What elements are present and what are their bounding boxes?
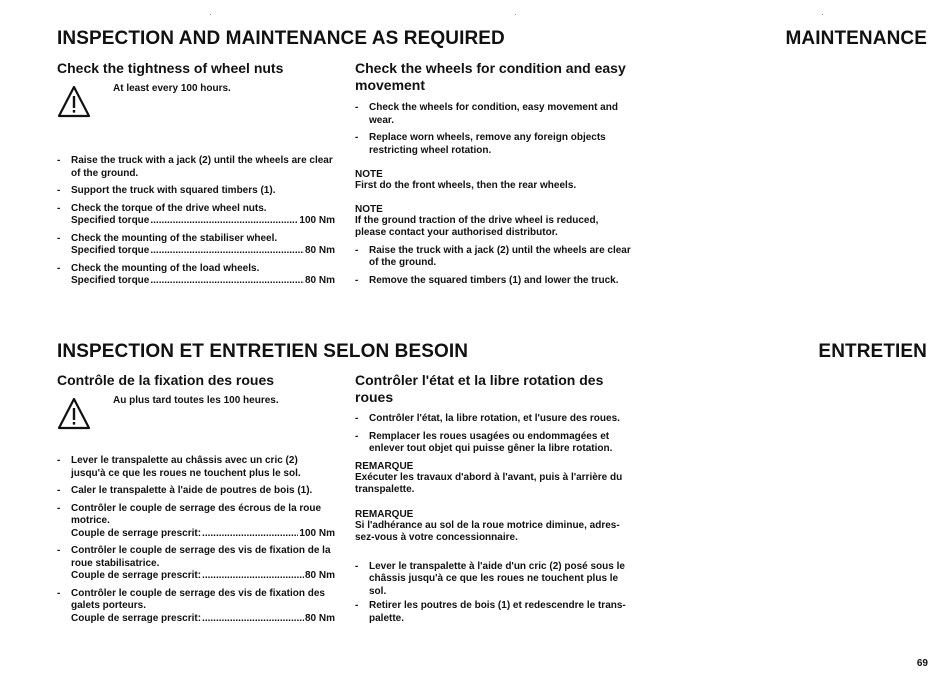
list-item: - Check the mounting of the stabiliser wheel. Specified torque ..... 80 Nm xyxy=(57,233,335,258)
torque-line: Specified torque ..... 80 Nm xyxy=(71,245,335,258)
list-item: - Check the torque of the drive wheel nuts. Specified torque ..... 100 Nm xyxy=(57,203,335,228)
heading-wheel-state-fr: Contrôler l'état et la libre rotation des roues xyxy=(355,372,604,405)
steps-list-fr xyxy=(57,455,335,625)
torque-line: Specified torque ..... 80 Nm xyxy=(71,275,335,288)
note-text: First do the front wheels, then the rear wheels. xyxy=(355,180,577,191)
list-item: - Remove the squared timbers (1) and lower the truck. xyxy=(355,274,619,286)
list-item: - Replace worn wheels, remove any foreign objects restricting wheel rotation. xyxy=(355,132,606,156)
list-item: - Retirer les poutres de bois (1) et redescendre le trans-palette. xyxy=(355,600,626,624)
note-heading: REMARQUE xyxy=(355,460,414,472)
torque-line: Couple de serrage prescrit: ..... 80 Nm xyxy=(71,613,335,626)
torque-line: Specified torque ..... 100 Nm xyxy=(71,215,335,228)
section-tab-fr: ENTRETIEN xyxy=(818,341,927,362)
note-text: If the ground traction of the drive wheel is reduced, please contact your authorised distributor. xyxy=(355,214,599,238)
list-item: - Lever le transpalette au châssis avec un cric (2) jusqu'à ce que les roues ne touchent plus le sol. xyxy=(57,455,301,479)
torque-line: Couple de serrage prescrit: ..... 80 Nm xyxy=(71,570,335,583)
list-item: - Check the mounting of the load wheels. Specified torque ..... 80 Nm xyxy=(57,263,335,288)
list-item: - Lever le transpalette à l'aide d'un cric (2) posé sous le châssis jusqu'à ce que les roues ne touchent plus le sol. xyxy=(355,560,625,597)
note-heading: REMARQUE xyxy=(355,508,414,520)
section-title-en: INSPECTION AND MAINTENANCE AS REQUIRED xyxy=(57,28,505,49)
section-tab-en: MAINTENANCE xyxy=(785,28,927,49)
heading-wheel-fixing-fr: Contrôle de la fixation des roues xyxy=(57,372,275,388)
column-right-en xyxy=(355,60,631,292)
warning-text: At least every 100 hours. xyxy=(113,83,231,94)
warning-triangle-icon xyxy=(57,397,91,431)
torque-line: Couple de serrage prescrit: ..... 100 Nm xyxy=(71,528,335,541)
page-number: 69 xyxy=(916,658,928,669)
list-item: - Contrôler le couple de serrage des vis de fixation de la roue stabilisatrice. Couple de serrage prescrit: ..... 80 Nm xyxy=(57,545,335,583)
final-steps-list-en xyxy=(355,245,631,288)
warning-block xyxy=(57,85,335,133)
list-item: - Support the truck with squared timbers (1). xyxy=(57,185,276,196)
list-item: - Raise the truck with a jack (2) until the wheels are clear of the ground. xyxy=(57,155,333,179)
column-left-en xyxy=(57,60,335,293)
condition-list-en xyxy=(355,102,631,157)
note-text: Si l'adhérance au sol de la roue motrice diminue, adres-sez-vous à votre concessionnaire. xyxy=(355,519,620,543)
heading-wheel-nuts-en: Check the tightness of wheel nuts xyxy=(57,60,284,76)
condition-list-fr xyxy=(355,413,631,456)
list-item: - Check the wheels for condition, easy movement and wear. xyxy=(355,102,618,126)
note-text: Exécuter les travaux d'abord à l'avant, puis à l'arrière du transpalette. xyxy=(355,471,623,495)
list-item: - Caler le transpalette à l'aide de poutres de bois (1). xyxy=(57,485,313,496)
warning-block xyxy=(57,397,335,445)
column-left-fr xyxy=(57,372,335,630)
note-heading: NOTE xyxy=(355,169,383,180)
warning-triangle-icon xyxy=(57,85,91,119)
list-item: - Remplacer les roues usagées ou endommagées et enlever tout objet qui puisse gêner la libre rotation. xyxy=(355,430,613,454)
list-item: - Contrôler l'état, la libre rotation, et l'usure des roues. xyxy=(355,413,620,424)
final-steps-list-fr xyxy=(355,561,631,626)
list-item: - Raise the truck with a jack (2) until the wheels are clear of the ground. xyxy=(355,244,631,268)
print-mark xyxy=(822,14,823,15)
steps-list-en xyxy=(57,155,335,288)
warning-text: Au plus tard toutes les 100 heures. xyxy=(113,395,279,406)
heading-wheel-condition-en: Check the wheels for condition and easy movement xyxy=(355,60,626,93)
section-title-fr: INSPECTION ET ENTRETIEN SELON BESOIN xyxy=(57,341,469,362)
column-right-fr xyxy=(355,372,631,630)
print-mark xyxy=(210,14,211,15)
list-item: - Contrôler le couple de serrage des vis de fixation des galets porteurs. Couple de serrage prescrit: ..... 80 Nm xyxy=(57,588,335,626)
print-mark xyxy=(515,14,516,15)
list-item: - Contrôler le couple de serrage des écrous de la roue motrice. Couple de serrage prescrit: ..... 100 Nm xyxy=(57,503,335,541)
note-heading: NOTE xyxy=(355,203,383,215)
